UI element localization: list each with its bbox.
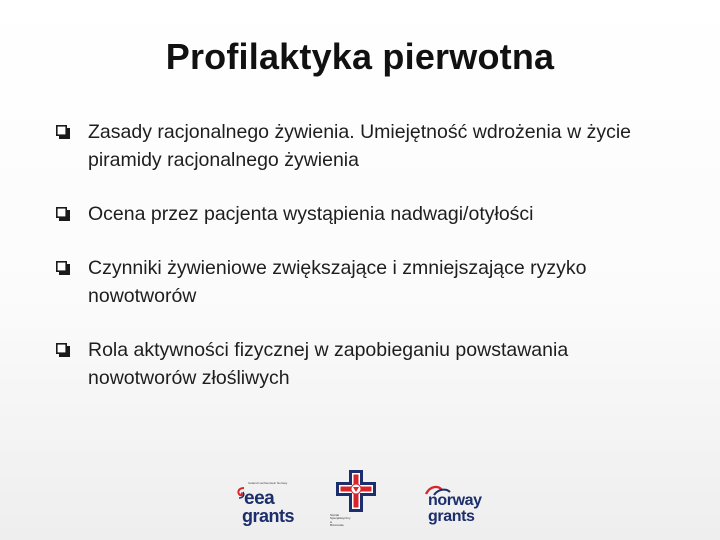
checkbox-bullet-icon	[56, 343, 70, 357]
bullet-text: Zasady racjonalnego żywienia. Umiejętność wdrożenia w życie piramidy racjonalnego żywienia	[88, 121, 632, 171]
bullet-text: Ocena przez pacjenta wystąpienia nadwagi/otyłości	[88, 203, 534, 225]
slide-title: Profilaktyka pierwotna	[165, 36, 555, 77]
hospital-cross-emblem-icon	[330, 468, 384, 514]
hospital-small-text: Szpital Specjalistyczny w Brzozowie	[330, 513, 351, 528]
bullet-text: Czynniki żywieniowe zwiększające i zmniejszające ryzyko nowotworów	[88, 257, 587, 307]
bullet-item	[56, 336, 676, 392]
norway-word: norway	[428, 492, 482, 509]
eea-word: eea	[244, 488, 275, 509]
bullet-item	[56, 200, 676, 228]
eea-small-text: Iceland Liechtenstein Norway	[248, 481, 288, 485]
norway-grants-word: grants	[428, 508, 475, 525]
eea-grants-logo	[236, 482, 296, 528]
checkbox-bullet-icon	[56, 125, 70, 139]
bullet-text: Rola aktywności fizycznej w zapobieganiu powstawania nowotworów złośliwych	[88, 339, 569, 389]
checkbox-bullet-icon	[56, 207, 70, 221]
hospital-logo	[330, 468, 384, 528]
checkbox-bullet-icon	[56, 261, 70, 275]
footer-logos	[0, 462, 720, 534]
bullet-item	[56, 118, 676, 174]
bullet-list	[56, 118, 676, 418]
bullet-item	[56, 254, 676, 310]
eea-grants-word: grants	[242, 506, 295, 526]
norway-grants-logo	[422, 484, 492, 528]
